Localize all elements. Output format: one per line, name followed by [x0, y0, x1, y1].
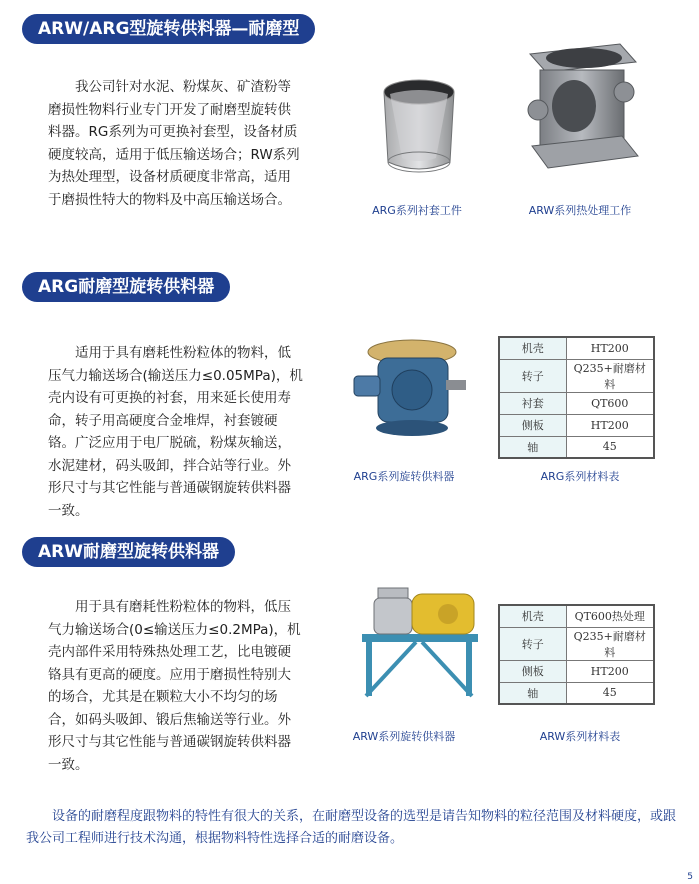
material-value: 45: [566, 436, 654, 458]
material-part: 衬套: [499, 392, 566, 414]
table-row: [499, 392, 654, 414]
caption-arw-feeder: ARW系列旋转供料器: [352, 730, 456, 743]
table-row: [499, 682, 654, 704]
caption-arg-feeder: ARG系列旋转供料器: [353, 470, 455, 483]
material-value: HT200: [566, 660, 654, 682]
material-value: 45: [566, 682, 654, 704]
caption-arg-table: ARG系列材料表: [540, 470, 620, 483]
footer-note: 设备的耐磨程度跟物料的特性有很大的关系，在耐磨型设备的选型是请告知物料的粒径范围及材料硬度，或跟我公司工程师进行技术沟通，根据物料特性选择合适的耐磨设备。: [26, 809, 677, 846]
material-part: 机壳: [499, 337, 566, 359]
table-row: [499, 436, 654, 458]
table-row: [499, 627, 654, 660]
caption-arg-liner: ARG系列衬套工件: [372, 204, 462, 217]
material-value: HT200: [566, 414, 654, 436]
arw-material-table: [498, 604, 655, 705]
arw-feeder-photo: [356, 580, 482, 700]
material-value: Q235+耐磨材料: [566, 627, 654, 660]
material-part: 转子: [499, 627, 566, 660]
section-intro-text: 我公司针对水泥、粉煤灰、矿渣粉等磨损性物料行业专门开发了耐磨型旋转供料器。RG系列为可更换衬套型，设备材质硬度较高，适用于低压输送场合；RW系列为热处理型，设备材质硬度非常高，适用于磨损性特大的物料及中高压输送场合。: [48, 79, 300, 208]
arg-description: 适用于具有磨耗性粉粒体的物料，低压气力输送场合(输送压力≤0.05MPa)，机壳内设有可更换的衬套，用来延长使用寿命，转子用高硬度合金堆焊，衬套镀硬铬。广泛应用于电厂脱硫，粉煤灰输送，水泥建材，码头吸卸，拌合站等行业。外形尺寸与其它性能与普通碳钢旋转供料器一致。: [48, 345, 303, 519]
section-title-arg: ARG耐磨型旋转供料器: [22, 272, 230, 302]
table-row: [499, 660, 654, 682]
arw-description: 用于具有磨耗性粉粒体的物料，低压气力输送场合(0≤输送压力≤0.2MPa)，机壳内部件采用特殊热处理工艺，比电镀硬铬具有更高的硬度。应用于磨损性特别大的场合，尤其是在颗粒大小不均匀的场合，如码头吸卸、锻后焦输送等行业。外形尺寸与其它性能与普通碳钢旋转供料器一致。: [48, 599, 301, 773]
caption-arw-table: ARW系列材料表: [539, 730, 621, 743]
arw-heat-treated-photo: [518, 40, 642, 182]
arg-material-table: [498, 336, 655, 459]
section-title-arw: ARW耐磨型旋转供料器: [22, 537, 235, 567]
material-value: QT600: [566, 392, 654, 414]
material-value: QT600热处理: [566, 605, 654, 627]
material-part: 侧板: [499, 660, 566, 682]
material-part: 轴: [499, 682, 566, 704]
material-part: 机壳: [499, 605, 566, 627]
caption-arw-heat: ARW系列热处理工作: [528, 204, 632, 217]
section-title-arw-arg: ARW/ARG型旋转供料器—耐磨型: [22, 14, 315, 44]
table-row: [499, 414, 654, 436]
table-row: [499, 605, 654, 627]
material-value: Q235+耐磨材料: [566, 359, 654, 392]
material-value: HT200: [566, 337, 654, 359]
table-row: [499, 337, 654, 359]
page-number: 5: [687, 872, 693, 882]
material-part: 转子: [499, 359, 566, 392]
material-part: 侧板: [499, 414, 566, 436]
table-row: [499, 359, 654, 392]
arg-feeder-photo: [350, 334, 472, 444]
material-part: 轴: [499, 436, 566, 458]
arg-liner-photo: [376, 70, 462, 178]
